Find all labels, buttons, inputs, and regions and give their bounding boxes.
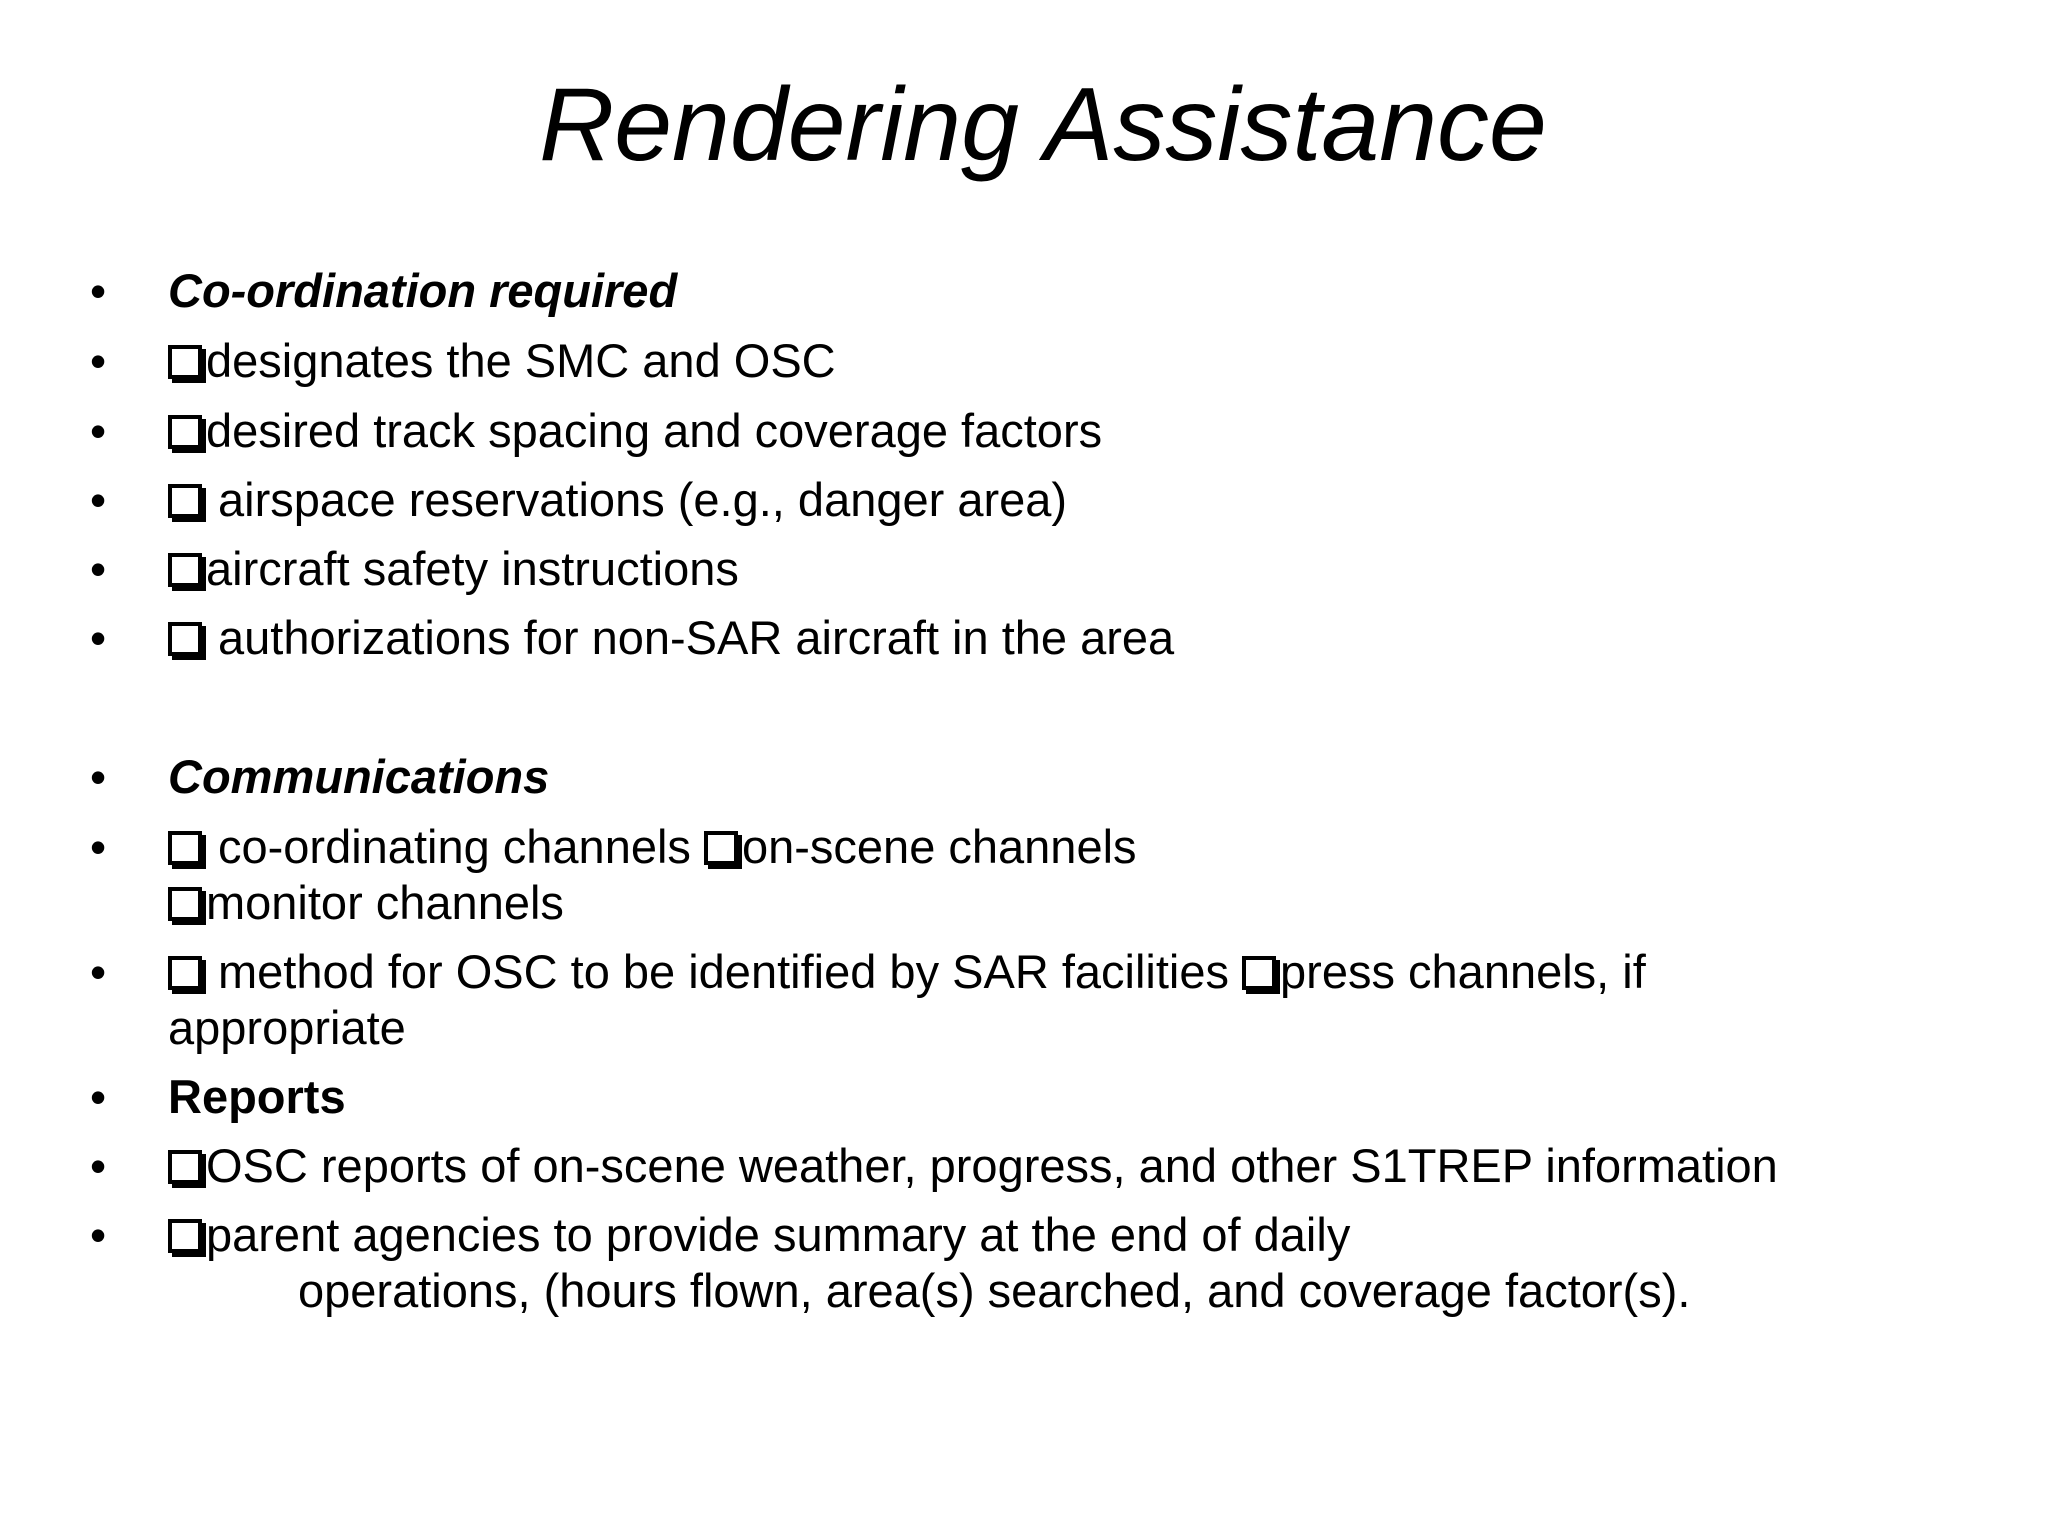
list-item-text (168, 610, 1998, 666)
item-label: press channels, if (1280, 945, 1646, 998)
checkbox-icon (168, 622, 202, 656)
item-label: operations, (hours flown, area(s) searched, and coverage factor(s). (298, 1264, 1691, 1317)
list-item-text (168, 1138, 1998, 1194)
list-item-text (168, 1069, 1998, 1125)
list-item-text (168, 263, 1998, 319)
section-heading: Communications (168, 750, 550, 803)
item-label: airspace reservations (e.g., danger area) (218, 473, 1068, 526)
item-label: desired track spacing and coverage factors (206, 404, 1103, 457)
item-label: monitor channels (206, 876, 564, 929)
checkbox-icon (168, 415, 202, 449)
bullet-icon: • (90, 612, 107, 664)
bullet-icon: • (90, 265, 107, 317)
checkbox-icon (704, 831, 738, 865)
list-item-text (168, 1207, 1998, 1319)
list-item-text (168, 403, 1998, 459)
bullet-icon: • (90, 1071, 107, 1123)
checkbox-icon (168, 1219, 202, 1253)
list-item-text (168, 819, 1998, 931)
bullet-icon: • (90, 946, 107, 998)
item-label: authorizations for non-SAR aircraft in the area (218, 611, 1175, 664)
item-label: method for OSC to be identified by SAR facilities (218, 945, 1243, 998)
bullet-icon: • (90, 335, 107, 387)
item-label: on-scene channels (741, 820, 1137, 873)
item-label: parent agencies to provide summary at the end of daily (206, 1208, 1351, 1261)
slide-title: Rendering Assistance (539, 67, 1547, 183)
bullet-icon: • (90, 543, 107, 595)
checkbox-icon (168, 1150, 202, 1184)
list-item-text (168, 333, 1998, 389)
list-item-text (168, 472, 1998, 528)
item-label: co-ordinating channels (218, 820, 704, 873)
bullet-icon: • (90, 1140, 107, 1192)
checkbox-icon (168, 887, 202, 921)
checkbox-icon (1242, 956, 1276, 990)
list-item-text (168, 749, 1998, 805)
list-item-text (168, 541, 1998, 597)
item-label: designates the SMC and OSC (206, 334, 836, 387)
bullet-icon: • (90, 751, 107, 803)
checkbox-icon (168, 484, 202, 518)
bullet-icon: • (90, 405, 107, 457)
item-label: aircraft safety instructions (206, 542, 739, 595)
item-label: appropriate (168, 1001, 406, 1054)
checkbox-icon (168, 345, 202, 379)
bullet-icon: • (90, 1209, 107, 1261)
checkbox-icon (168, 553, 202, 587)
checkbox-icon (168, 831, 202, 865)
checkbox-icon (168, 956, 202, 990)
item-label: OSC reports of on-scene weather, progress, and other S1TREP information (206, 1139, 1778, 1192)
section-heading: Co-ordination required (168, 264, 678, 317)
section-heading: Reports (168, 1070, 346, 1123)
list-item-text (168, 944, 1998, 1056)
bullet-icon: • (90, 821, 107, 873)
bullet-icon: • (90, 474, 107, 526)
